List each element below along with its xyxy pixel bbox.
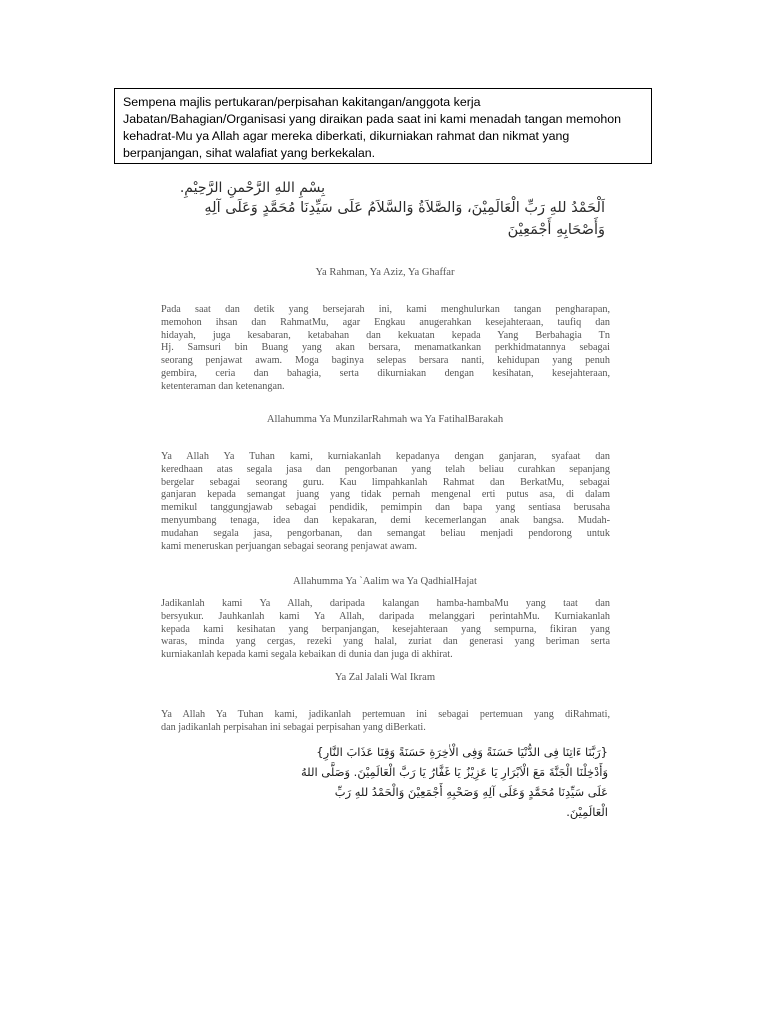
paragraph-line: Ya Allah Ya Tuhan kami, kurniakanlah kepadanya dengan ganjaran, syafaat dan [161, 451, 610, 462]
salawat-text [170, 197, 605, 241]
paragraph-line: memohon ihsan dan RahmatMu, agar Engkau anugerahkan kesejahteraan, taufiq dan [161, 316, 610, 328]
paragraph-line: kurniakanlah kepada kami segala kebaikan di dunia dan juga di akhirat. [161, 649, 453, 661]
dua-line: {رَبَّنَا ءَاتِنَا فِى الدُّنْيَا حَسَنَةً وَفِى الْاٰخِرَةِ حَسَنَةً وَقِنَا عَذَابَ النَّارِ} [316, 745, 608, 759]
salawat-line: وَأَصْحَابِهِ أَجْمَعِيْنَ [507, 222, 605, 238]
paragraph-line: Jadikanlah kami Ya Allah, daripada kalangan hamba-hambaMu yang taat dan [161, 598, 610, 609]
paragraph-line: Pada saat dan detik yang bersejarah ini, kami menghulurkan tangan pengharapan, [161, 304, 610, 315]
paragraph-line: kepada kami kesihatan yang berpanjangan, kesejahteraan yang sempurna, fikiran yang [161, 623, 610, 635]
section-heading: Ya Rahman, Ya Aziz, Ya Ghaffar [315, 267, 455, 278]
paragraph-line: ganjaran kepada semangat juang yang tidak pernah mengenal erti putus asa, di dalam [161, 489, 610, 501]
paragraph-line: bergelar sebagai seorang guru. Kau limpahkanlah Rahmat dan BerkatMu, sebagai [161, 476, 610, 488]
paragraph-line: dan jadikanlah perpisahan ini sebagai perpisahan yang diBerkati. [161, 721, 426, 733]
paragraph-line: keredhaan atas segala jasa dan pengorbanan yang telah beliau curahkan sepanjang [161, 463, 610, 475]
intro-line: berpanjangan, sihat walafiat yang berkekalan. [123, 146, 376, 160]
intro-line: Sempena majlis pertukaran/perpisahan kakitangan/anggota kerja [123, 95, 481, 109]
paragraph-line: Hj. Samsuri bin Buang yang akan bersara, menamatkankan perkhidmatannya sebagai [161, 342, 610, 354]
intro-line: kehadrat-Mu ya Allah agar mereka diberkati, dikurniakan rahmat dan nikmat yang [123, 129, 570, 143]
section-paragraph [161, 451, 610, 553]
paragraph-line: gembira, ceria dan bahagia, serta dikurniakan dengan kesihatan, kesejahteraan, [161, 367, 610, 379]
dua-line: عَلَى سَيِّدِنَا مُحَمَّدٍ وَعَلَى آلِهِ وَصَحْبِهِ أَجْمَعِيْنَ وَالْحَمْدُ للهِ رَبِّ [334, 785, 608, 799]
dua-line: وَأَدْخِلْنَا الْجَنَّةَ مَعَ الْاَبْرَارِ يَا عَزِيْزُ يَا غَفَّارُ يَا رَبَّ الْعَالَمِيْنَ. وَصَلَّى اللهُ [300, 765, 608, 779]
paragraph-line: ketenteraman dan ketenangan. [161, 380, 285, 392]
intro-box [114, 88, 652, 164]
section-heading: Ya Zal Jalali Wal Ikram [334, 672, 436, 683]
paragraph-line: menyumbang tenaga, idea dan kepakaran, demi kecemerlangan anak bangsa. Mudah- [161, 514, 610, 526]
section-paragraph [161, 598, 610, 662]
dua-line: الْعَالَمِيْنَ. [566, 805, 608, 819]
section-heading: Allahumma Ya `Aalim wa Ya QadhialHajat [293, 576, 477, 587]
bismillah-line: بِسْمِ اللهِ الرَّحْمنِ الرَّحِيْمِ. [179, 180, 325, 196]
section-paragraph [161, 709, 610, 735]
bismillah-text [179, 178, 325, 198]
paragraph-line: kami meneruskan perjuangan sebagai seorang penjawat awam. [161, 540, 418, 552]
section-paragraph [161, 304, 610, 394]
paragraph-line: bersyukur. Jauhkanlah kami Ya Allah, daripada melanggari perintahMu. Kurniakanlah [161, 610, 610, 622]
closing-dua [240, 742, 608, 822]
paragraph-line: seorang penjawat awam. Moga baginya selepas bersara nanti, kehidupan yang penuh [161, 355, 610, 367]
intro-line: Jabatan/Bahagian/Organisasi yang diraikan pada saat ini kami menadah tangan memohon [123, 112, 622, 126]
paragraph-line: hidayah, juga kesabaran, ketabahan dan kekuatan kepada Yang Berbahagia Tn [161, 329, 610, 341]
paragraph-line: waras, minda yang cergas, rezeki yang halal, zuriat dan generasi yang beriman serta [161, 636, 610, 648]
paragraph-line: Ya Allah Ya Tuhan kami, jadikanlah pertemuan ini sebagai pertemuan yang diRahmati, [161, 709, 610, 720]
paragraph-line: memikul tanggungjawab sebagai pendidik, pemimpin dan bapa yang sentiasa berusaha [161, 502, 610, 514]
salawat-line: اَلْحَمْدُ للهِ رَبِّ الْعَالَمِيْنَ، وَالصَّلاَةُ وَالسَّلاَمُ عَلَى سَيِّدِنَا مُحَمَّدٍ وَعَلَى آلِهِ [204, 200, 605, 216]
paragraph-line: mudahan segala jasa, pengorbanan, dan semangat beliau menjadi pendorong untuk [161, 527, 610, 539]
section-heading: Allahumma Ya MunzilarRahmah wa Ya FatihalBarakah [266, 414, 504, 425]
